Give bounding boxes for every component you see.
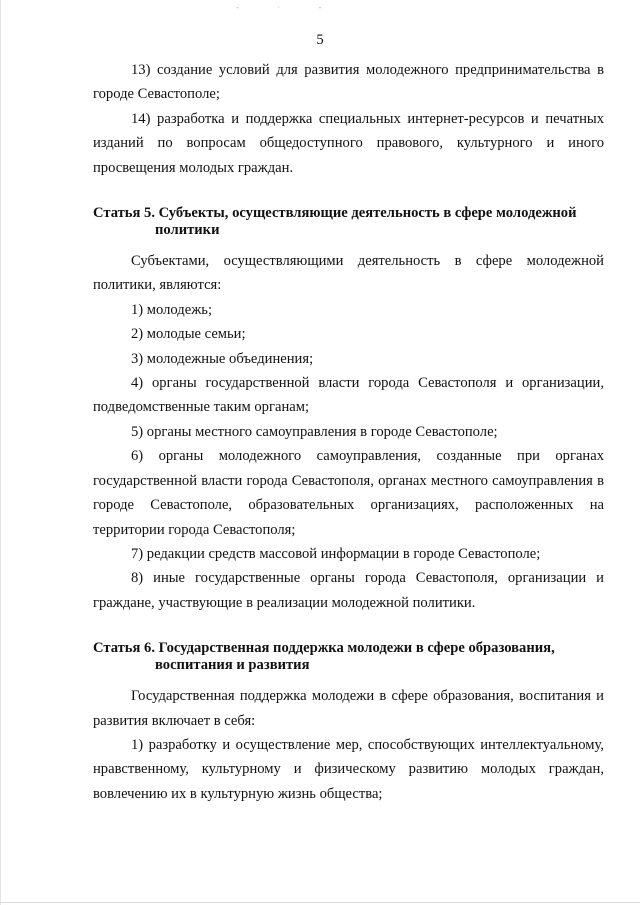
- list-item-14: 14) разработка и поддержка специальных интернет-ресурсов и печатных изданий по вопросам общедоступного правового, культурного и иного просвещения молодых граждан.: [93, 110, 604, 176]
- article-5-item: 8) иные государственные органы города Севастополя, организации и граждане, участвующие в реализации молодежной политики.: [93, 570, 604, 611]
- article-5-intro: Субъектами, осуществляющими деятельность в сфере молодежной политики, являются:: [93, 253, 604, 294]
- article-5-item: 1) молодежь;: [131, 301, 212, 318]
- article-5-item: 3) молодежные объединения;: [131, 350, 314, 367]
- article-5-item: 4) органы государственной власти города Севастополя и организации, подведомственные таким органам;: [93, 375, 604, 416]
- article-5-title-line2: политики: [155, 222, 220, 239]
- article-6-intro: Государственная поддержка молодежи в сфере образования, воспитания и развития включает в себя:: [93, 688, 604, 729]
- article-6-item: 1) разработку и осуществление мер, способствующих интеллектуальному, нравственному, культурному и физическому развитию молодых граждан, вовлечению их в культурную жизнь общества;: [93, 736, 604, 802]
- article-5-title-line1: Статья 5. Субъекты, осуществляющие деятельность в сфере молодежной: [93, 205, 577, 222]
- article-6-title-line2: воспитания и развития: [155, 657, 310, 674]
- article-5-item: 5) органы местного самоуправления в городе Севастополе;: [131, 423, 498, 440]
- article-5-item: 2) молодые семьи;: [131, 326, 246, 343]
- article-5-heading: [93, 205, 604, 239]
- document-body: [93, 58, 604, 806]
- scan-bottom-edge: [0, 902, 640, 903]
- scan-edge-mark: [0, 0, 1, 905]
- scan-top-marks: - · -: [236, 2, 340, 12]
- article-6-title-line1: Статья 6. Государственная поддержка молодежи в сфере образования,: [93, 640, 555, 657]
- list-item-13: 13) создание условий для развития молодежного предпринимательства в городе Севастополе;: [93, 62, 604, 103]
- article-5-item: 7) редакции средств массовой информации в городе Севастополе;: [131, 545, 541, 562]
- page-number: 5: [316, 32, 324, 48]
- article-5-item: 6) органы молодежного самоуправления, созданные при органах государственной власти города Севастополя, органах местного самоуправления в городе Севастополе, образовательных организациях, расположенных на территории города Севастополя;: [93, 448, 604, 538]
- article-6-heading: [93, 640, 604, 674]
